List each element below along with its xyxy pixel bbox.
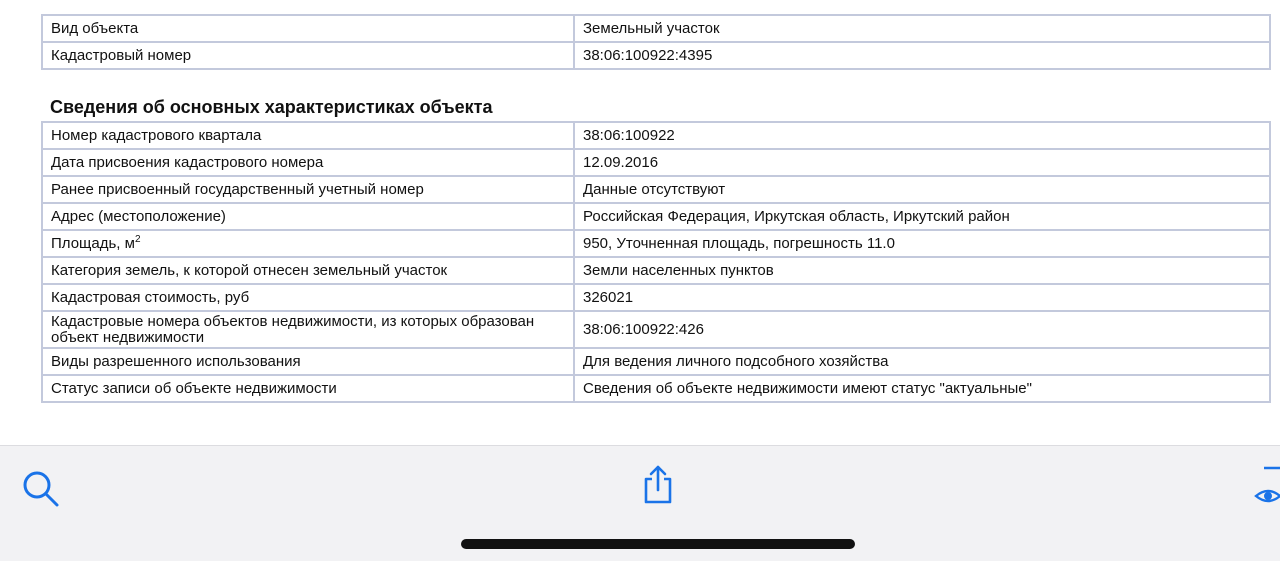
- reader-icon[interactable]: [1252, 466, 1280, 510]
- home-indicator[interactable]: [461, 539, 855, 549]
- table-row: [42, 348, 1270, 375]
- row-label: [42, 230, 574, 257]
- row-label: Дата присвоения кадастрового номера: [42, 149, 574, 176]
- table-row: [42, 203, 1270, 230]
- bottom-toolbar: [0, 445, 1280, 561]
- row-label: Виды разрешенного использования: [42, 348, 574, 375]
- object-identity-table: [41, 14, 1271, 70]
- row-label: Номер кадастрового квартала: [42, 122, 574, 149]
- row-value: Российская Федерация, Иркутская область, Иркутский район: [574, 203, 1270, 230]
- row-label: Кадастровая стоимость, руб: [42, 284, 574, 311]
- row-value: Земли населенных пунктов: [574, 257, 1270, 284]
- table-row: [42, 149, 1270, 176]
- row-value: 326021: [574, 284, 1270, 311]
- table-row: [42, 176, 1270, 203]
- area-unit-superscript: 2: [134, 233, 141, 245]
- characteristics-table: [41, 121, 1271, 403]
- row-value: 38:06:100922:426: [574, 311, 1270, 348]
- table-row: [42, 375, 1270, 402]
- table-row: [42, 15, 1270, 42]
- row-value: 38:06:100922:4395: [574, 42, 1270, 69]
- table-row: [42, 311, 1270, 348]
- row-label: Адрес (местоположение): [42, 203, 574, 230]
- table-row: [42, 42, 1270, 69]
- row-value: 38:06:100922: [574, 122, 1270, 149]
- table-row: [42, 122, 1270, 149]
- row-value: 12.09.2016: [574, 149, 1270, 176]
- row-label: Кадастровые номера объектов недвижимости, из которых образован объект недвижимости: [42, 311, 574, 348]
- row-value: Сведения об объекте недвижимости имеют статус "актуальные": [574, 375, 1270, 402]
- row-label: Ранее присвоенный государственный учетный номер: [42, 176, 574, 203]
- area-label-text: Площадь, м: [51, 234, 135, 252]
- section-title: Сведения об основных характеристиках объекта: [50, 97, 493, 117]
- search-icon[interactable]: [22, 470, 60, 508]
- row-label: Вид объекта: [42, 15, 574, 42]
- row-value: 950, Уточненная площадь, погрешность 11.0: [574, 230, 1270, 257]
- table-row: [42, 230, 1270, 257]
- row-value: Данные отсутствуют: [574, 176, 1270, 203]
- share-icon[interactable]: [640, 464, 676, 506]
- row-value: Земельный участок: [574, 15, 1270, 42]
- row-value: Для ведения личного подсобного хозяйства: [574, 348, 1270, 375]
- table-row: [42, 284, 1270, 311]
- table-row: [42, 257, 1270, 284]
- row-label: Категория земель, к которой отнесен земельный участок: [42, 257, 574, 284]
- row-label: Кадастровый номер: [42, 42, 574, 69]
- row-label: Статус записи об объекте недвижимости: [42, 375, 574, 402]
